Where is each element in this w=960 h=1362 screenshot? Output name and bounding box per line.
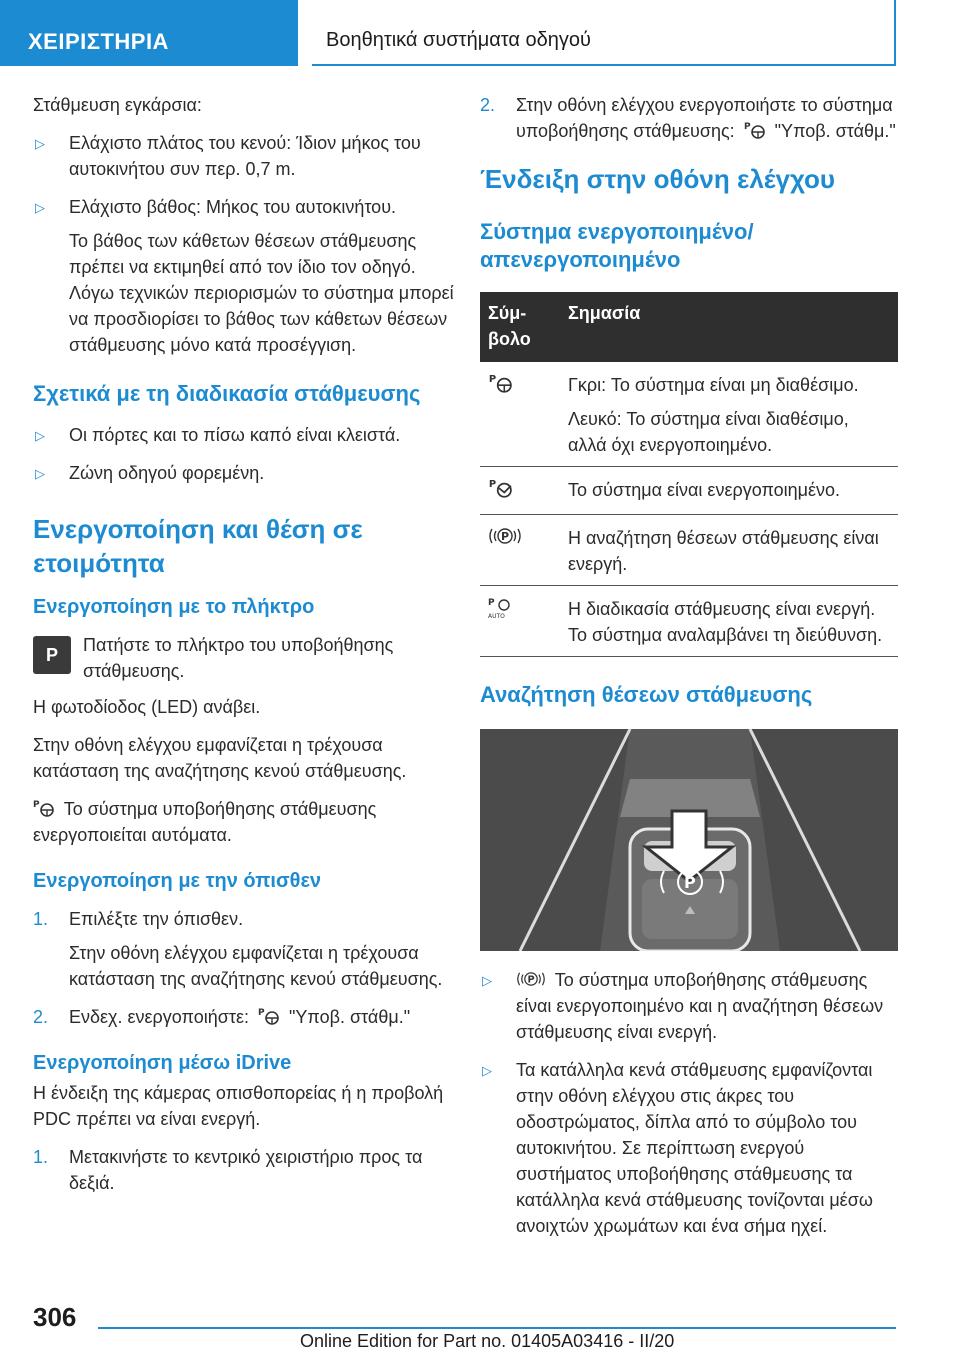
svg-text:P: P <box>258 1008 265 1018</box>
triangle-bullet-icon: ▷ <box>482 973 492 988</box>
park-auto-icon <box>488 596 518 620</box>
bullet-detail: Το βάθος των κάθετων θέσεων στάθμευσης πρέπει να εκτιμηθεί από τον ίδιο τον οδηγό. Λόγω τεχνικών περιορισμών το σύστημα μπορεί να προσδιορίσει το βάθος των κάθετων θέσεων στάθμευσης μόνο κατά προσέγγιση. <box>69 231 454 355</box>
svg-text:P: P <box>743 122 751 132</box>
list-item: ▷ P Το σύστημα υποβοήθησης στάθμευσης είναι ενεργοποιημένο και η αναζήτηση θέσεων στάθμευσης είναι ενεργή. <box>482 970 884 1042</box>
heading-search: Αναζήτηση θέσεων στάθμευσης <box>480 682 813 707</box>
list-item: ▷ Οι πόρτες και το πίσω καπό είναι κλειστά. <box>33 422 463 448</box>
triangle-bullet-icon: ▷ <box>482 1063 492 1078</box>
triangle-bullet-icon: ▷ <box>35 200 45 215</box>
list-item: ▷ Ελάχιστο πλάτος του κενού: Ίδιον μήκος του αυτοκινήτου συν περ. 0,7 m. <box>35 133 421 179</box>
svg-text:P: P <box>501 530 510 543</box>
step-item: 2. Ενδεχ. ενεργοποιήστε: P "Υποβ. στάθμ." <box>33 1007 411 1027</box>
chapter-title: Βοηθητικά συστήματα οδηγού <box>312 0 896 66</box>
button-instruction: P Πατήστε το πλήκτρο του υποβοήθησης στάθμευσης. <box>33 632 463 684</box>
parking-search-icon <box>488 525 522 547</box>
table-header-symbol: Σύμ- βολο <box>480 292 560 362</box>
left-column <box>33 92 463 1208</box>
step-item: 1. Μετακινήστε το κεντρικό χειριστήριο προς τα δεξιά. <box>33 1147 423 1193</box>
step-item: 2. Στην οθόνη ελέγχου ενεργοποιήστε το σύστημα υποβοήθησης στάθμευσης: P "Υποβ. στάθμ." <box>480 95 896 141</box>
parking-search-illustration <box>480 729 898 951</box>
table-header-meaning: Σημασία <box>560 292 898 362</box>
table-row: P Γκρι: Το σύστημα είναι μη διαθέσιμο. Λευκό: Το σύστημα είναι διαθέσιμο, αλλά όχι ενεργοποιημένο. <box>480 362 898 467</box>
triangle-bullet-icon: ▷ <box>35 428 45 443</box>
list-item: ▷ Τα κατάλληλα κενά στάθμευσης εμφανίζονται στην οθόνη ελέγχου στις άκρες του οδοστρώματος, δίπλα από το σύμβολο του αυτοκινήτου. Σε περίπτωση ενεργού συστήματος υποβοήθησης στάθμευσης τα κατάλληλα κενά στάθμευσης τονίζονται μέσω ανοιχτών χρωμάτων και ένα σήμα ηχεί. <box>482 1060 873 1236</box>
park-assist-icon <box>33 798 55 818</box>
step-item: 1. Επιλέξτε την όπισθεν. <box>33 909 244 929</box>
triangle-bullet-icon: ▷ <box>35 136 45 151</box>
heading-reverse: Ενεργοποίηση με την όπισθεν <box>33 870 322 892</box>
list-item: ▷ Ελάχιστο βάθος: Μήκος του αυτοκινήτου. <box>33 194 463 220</box>
idrive-text: Η ένδειξη της κάμερας οπισθοπορείας ή η προβολή PDC πρέπει να είναι ενεργή. <box>33 1083 444 1129</box>
heading-status: Σύστημα ενεργοποιημένο/ απενεργοποιημένο <box>480 219 754 272</box>
svg-text:P: P <box>33 800 40 810</box>
svg-text:AUTO: AUTO <box>488 613 505 620</box>
table-row: P Το σύστημα είναι ενεργοποιημένο. <box>480 467 898 515</box>
car-top-view-illustration <box>480 729 898 951</box>
table-header-row <box>480 292 898 362</box>
led-text: Η φωτοδίοδος (LED) ανάβει. <box>33 697 261 717</box>
symbol-table <box>480 292 898 657</box>
heading-activation: Ενεργοποίηση και θέση σε ετοιμότητα <box>33 514 363 578</box>
footer-edition: Online Edition for Part no. 01405A03416 - II/20 <box>300 1331 675 1351</box>
page-number: 306 <box>33 1302 77 1332</box>
park-assist-icon <box>488 372 514 394</box>
park-assist-button-icon: P <box>33 636 71 674</box>
svg-text:P: P <box>488 478 497 490</box>
svg-text:P: P <box>488 373 497 385</box>
table-row: P Η αναζήτηση θέσεων στάθμευσης είναι ενεργή. <box>480 515 898 586</box>
park-assist-active-icon <box>488 477 514 499</box>
heading-requirements: Σχετικά με τη διαδικασία στάθμευσης <box>33 381 421 406</box>
auto-activation-text: P Το σύστημα υποβοήθησης στάθμευσης ενεργοποιείται αυτόματα. <box>33 799 377 845</box>
heading-display: Ένδειξη στην οθόνη ελέγχου <box>480 164 836 194</box>
heading-button: Ενεργοποίηση με το πλήκτρο <box>33 596 315 618</box>
intro-text: Στάθμευση εγκάρσια: <box>33 95 202 115</box>
step-detail: Στην οθόνη ελέγχου εμφανίζεται η τρέχουσα κατάσταση της αναζήτησης κενού στάθμευσης. <box>69 943 443 989</box>
footer-divider <box>98 1327 896 1329</box>
park-assist-icon <box>744 120 766 140</box>
park-assist-icon <box>258 1006 280 1026</box>
svg-text:P: P <box>488 598 495 608</box>
heading-idrive: Ενεργοποίηση μέσω iDrive <box>33 1052 292 1074</box>
parking-search-icon <box>516 969 546 989</box>
list-item: ▷ Ζώνη οδηγού φορεμένη. <box>33 460 463 486</box>
table-row: P AUTO Η διαδικασία στάθμευσης είναι ενεργή. Το σύστημα αναλαμβάνει τη διεύθυνση. <box>480 586 898 657</box>
triangle-bullet-icon: ▷ <box>35 466 45 481</box>
right-column <box>480 92 898 1251</box>
svg-text:P: P <box>527 974 535 986</box>
svg-text:P: P <box>684 873 696 892</box>
section-tab: ΧΕΙΡΙΣΤΗΡΙΑ <box>0 0 298 66</box>
status-text: Στην οθόνη ελέγχου εμφανίζεται η τρέχουσα κατάσταση της αναζήτησης κενού στάθμευσης. <box>33 735 407 781</box>
